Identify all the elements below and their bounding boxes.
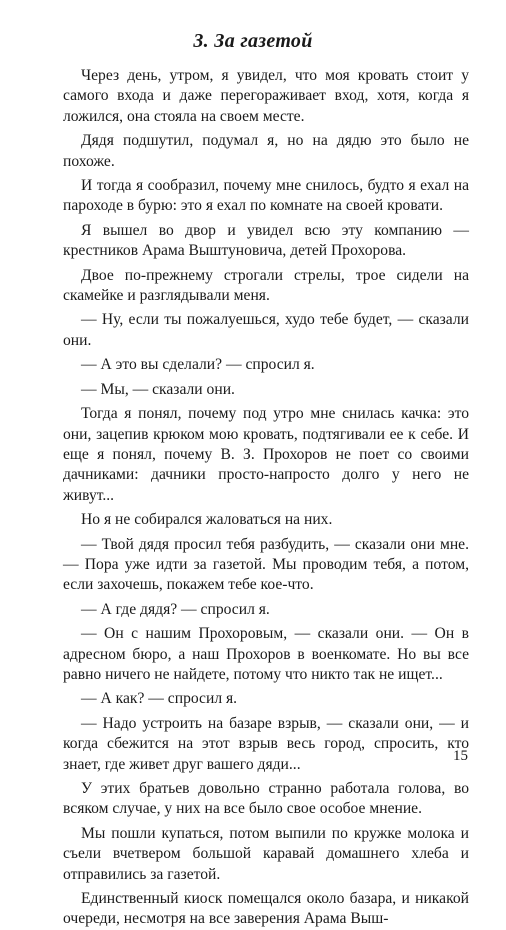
body-text — [63, 66, 469, 930]
paragraph: У этих братьев довольно странно работала голова, во всяком случае, у них на все было свое особое мнение. — [63, 780, 469, 818]
dialogue-line: — А как? — спросил я. — [81, 690, 238, 708]
paragraph: Двое по-прежнему строгали стрелы, трое сидели на скамейке и разглядывали меня. — [63, 266, 469, 305]
paragraph: Через день, утром, я увидел, что моя кровать стоит у самого входа и даже перегораживает вход, хотя, когда я ложился, она стояла на своем месте. — [63, 67, 469, 125]
dialogue-line: — Ну, если ты пожалуешься, худо тебе будет, — сказали они. — [63, 311, 469, 349]
paragraph: И тогда я сообразил, почему мне снилось, будто я ехал на пароходе в бурю: это я ехал по комнате на своей кровати. — [63, 177, 469, 215]
chapter-title: 3. За газетой — [193, 30, 313, 52]
paragraph: Тогда я понял, почему под утро мне снилась качка: это они, зацепив крюком мою кровать, подтягивали ее к себе. И еще я понял, почему В. З. Прохоров не поет со своими дачниками: дачники просто-напросто долго у него не живут... — [63, 405, 469, 504]
paragraph: Единственный киоск помещался около базара, и никакой очереди, несмотря на все заверения Арама Выш- — [63, 890, 469, 928]
dialogue-line: — Твой дядя просил тебя разбудить, — сказали они мне. — Пора уже идти за газетой. Мы проводим тебя, а потом, если захочешь, покажем тебе кое-что. — [63, 535, 469, 594]
paragraph: Но я не собирался жаловаться на них. — [81, 511, 333, 529]
dialogue-line: — Мы, — сказали они. — [81, 380, 235, 398]
paragraph: Я вышел во двор и увидел всю эту компанию — крестников Арама Выштуновича, детей Прохорова. — [63, 221, 469, 260]
paragraph: Дядя подшутил, подумал я, но на дядю это было не похоже. — [63, 132, 469, 170]
page-number: 15 — [453, 748, 468, 764]
dialogue-line: — Надо устроить на базаре взрыв, — сказали они, — и когда сбежится на этот взрыв весь город, спросить, кто знает, где живет друг вашего дяди... — [63, 714, 469, 773]
dialogue-line: — Он с нашим Прохоровым, — сказали они. — Он в адресном бюро, а наш Прохоров в военкомате. Но вы все равно ничего не найдете, потому что никто так не ищет... — [63, 625, 469, 683]
dialogue-line: — А это вы сделали? — спросил я. — [81, 356, 315, 374]
dialogue-line: — А где дядя? — спросил я. — [81, 600, 270, 618]
paragraph: Мы пошли купаться, потом выпили по кружке молока и съели вчетвером большой каравай домашнего хлеба и отправились за газетой. — [63, 824, 469, 883]
